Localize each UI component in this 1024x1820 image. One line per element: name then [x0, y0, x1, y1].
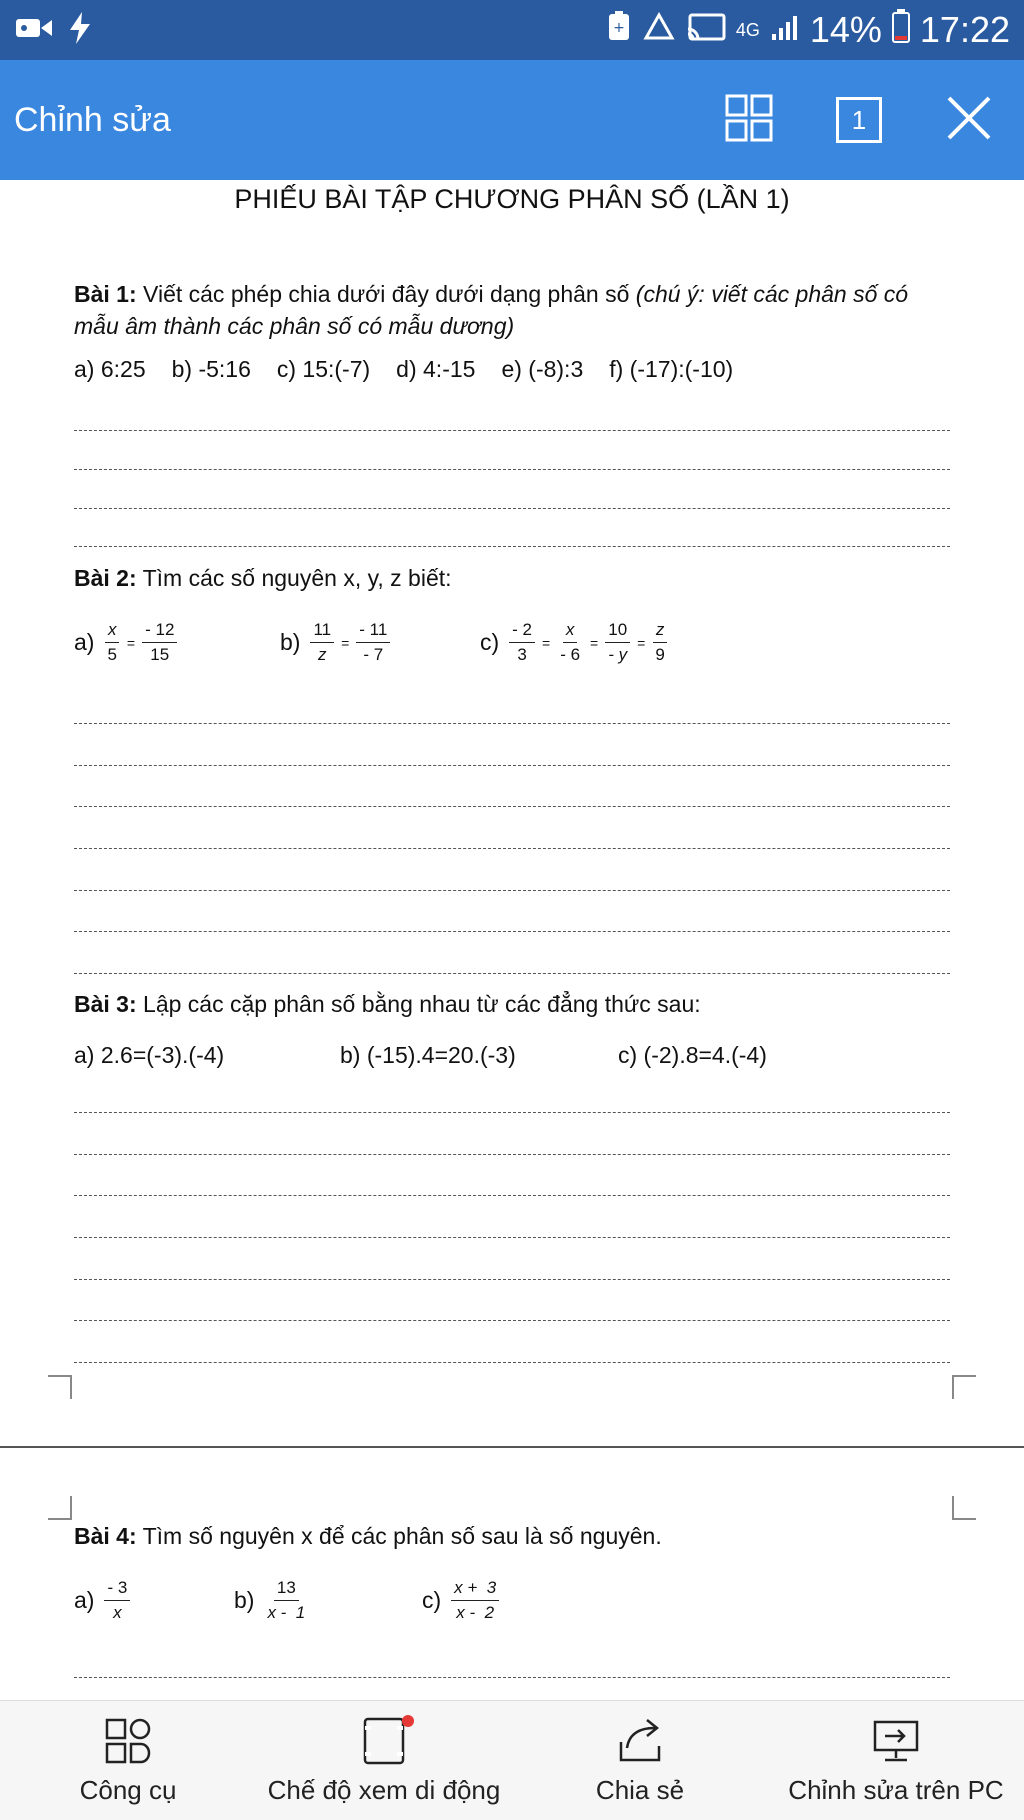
answer-line — [74, 1320, 950, 1321]
exercise-1-text: Viết các phép chia dưới đây dưới dạng phân số — [136, 281, 636, 307]
fraction-numerator: 13 — [274, 1578, 299, 1601]
document-title: PHIẾU BÀI TẬP CHƯƠNG PHÂN SỐ (LẦN 1) — [234, 184, 790, 214]
exercise-4-b-label: b) — [234, 1587, 255, 1613]
flash-icon — [68, 11, 92, 50]
answer-line — [74, 1237, 950, 1238]
edit-on-pc-label: Chỉnh sửa trên PC — [788, 1775, 1004, 1805]
fraction-numerator: x — [563, 620, 578, 643]
grid-view-button[interactable] — [694, 60, 804, 180]
exercise-2-c — [480, 620, 672, 665]
network-type: 4G — [735, 19, 760, 40]
exercise-1 — [74, 278, 950, 342]
page-corner-mark — [48, 1496, 72, 1520]
answer-line — [74, 546, 950, 547]
mobile-view-button[interactable] — [256, 1701, 512, 1820]
video-camera-icon — [14, 13, 54, 48]
clock: 17:22 — [919, 9, 1010, 50]
close-button[interactable] — [914, 60, 1024, 180]
answer-line — [74, 806, 950, 807]
page-number-button[interactable] — [804, 60, 914, 180]
answer-line — [74, 848, 950, 849]
equals-sign: = — [126, 634, 136, 651]
answer-line — [74, 1195, 950, 1196]
answer-line — [74, 765, 950, 766]
battery-saver-icon — [606, 9, 632, 51]
answer-line — [74, 508, 950, 509]
page-corner-mark — [48, 1375, 72, 1399]
exercise-4-a — [74, 1578, 134, 1623]
fraction-numerator: - 11 — [356, 620, 390, 643]
answer-line — [74, 1154, 950, 1155]
answer-line — [74, 890, 950, 891]
exercise-2-a — [74, 620, 181, 665]
exercise-2 — [74, 562, 950, 594]
answer-line — [74, 469, 950, 470]
answer-line — [74, 973, 950, 974]
fraction-denominator: 15 — [150, 645, 170, 664]
app-bar — [0, 60, 1024, 180]
equals-sign: = — [542, 634, 551, 651]
answer-line — [74, 931, 950, 932]
exercise-3-c — [618, 1042, 767, 1069]
fraction-denominator: z — [318, 645, 327, 664]
fraction-numerator: - 3 — [104, 1578, 130, 1601]
page-separator — [0, 1446, 1024, 1448]
page-corner-mark — [952, 1375, 976, 1399]
exercise-4-a-label: a) — [74, 1587, 95, 1613]
fraction-denominator: - 6 — [560, 645, 581, 664]
share-label: Chia sẻ — [595, 1775, 685, 1805]
fraction-numerator: x — [105, 620, 120, 643]
fraction — [451, 1578, 499, 1623]
answer-line — [74, 723, 950, 724]
fraction-denominator: - 7 — [363, 645, 384, 664]
exercise-1-item: c) 15:(-7) — [276, 356, 371, 382]
equals-sign: = — [341, 634, 350, 651]
fraction — [310, 620, 334, 665]
fraction-denominator: x - 1 — [267, 1603, 306, 1622]
fraction-denominator: - y — [608, 645, 628, 664]
fraction-denominator: x — [113, 1603, 122, 1622]
exercise-3-item: b) (-15).4=20.(-3) — [340, 1042, 516, 1068]
fraction-denominator: 5 — [107, 645, 117, 664]
exercise-3-label: Bài 3: — [74, 991, 137, 1017]
answer-line — [74, 1362, 950, 1363]
exercise-3 — [74, 988, 950, 1020]
battery-icon — [892, 9, 910, 52]
exercise-4 — [74, 1520, 950, 1552]
answer-line — [74, 1677, 950, 1678]
exercise-3-b — [340, 1042, 516, 1069]
equals-sign: = — [637, 634, 646, 651]
fraction-denominator: x - 2 — [456, 1603, 495, 1622]
answer-line — [74, 1112, 950, 1113]
fraction-denominator: 3 — [517, 645, 527, 664]
exercise-1-items — [74, 356, 733, 383]
fraction-numerator: - 12 — [142, 620, 177, 643]
exercise-2-b-label: b) — [280, 629, 301, 655]
exercise-1-item: b) -5:16 — [171, 356, 251, 382]
fraction — [557, 620, 583, 665]
fraction — [264, 1578, 308, 1623]
close-icon — [945, 94, 993, 147]
answer-line — [74, 1279, 950, 1280]
exercise-4-c — [422, 1578, 503, 1623]
exercise-2-a-label: a) — [74, 629, 95, 655]
exercise-2-label: Bài 2: — [74, 565, 137, 591]
tools-label: Công cụ — [79, 1775, 177, 1805]
svg-text:+: + — [612, 20, 625, 36]
app-title: Chỉnh sửa — [14, 100, 171, 139]
fraction — [605, 620, 630, 665]
exercise-1-item: f) (-17):(-10) — [609, 356, 734, 382]
fraction — [356, 620, 390, 665]
exercise-1-item: e) (-8):3 — [501, 356, 584, 382]
exercise-1-note: (chú ý: viết các phân số có mẫu âm thành các phân số có mẫu dương) — [74, 281, 909, 339]
equals-sign: = — [590, 634, 599, 651]
fraction-numerator: - 2 — [509, 620, 535, 643]
exercise-1-label: Bài 1: — [74, 281, 137, 307]
status-bar — [0, 0, 1024, 60]
exercise-3-item: c) (-2).8=4.(-4) — [618, 1042, 767, 1068]
tools-button[interactable] — [0, 1701, 256, 1820]
exercise-4-text: Tìm số nguyên x để các phân số sau là số nguyên. — [136, 1523, 662, 1549]
fraction-numerator: 11 — [310, 620, 334, 643]
edit-on-pc-button[interactable] — [768, 1701, 1024, 1820]
share-icon — [614, 1715, 666, 1767]
exercise-2-b — [280, 620, 394, 665]
battery-percent: 14% — [809, 9, 882, 50]
answer-line — [74, 430, 950, 431]
exercise-1-item: d) 4:-15 — [396, 356, 476, 382]
exercise-4-label: Bài 4: — [74, 1523, 137, 1549]
exercise-1-item: a) 6:25 — [74, 356, 146, 382]
exercise-2-text: Tìm các số nguyên x, y, z biết: — [136, 565, 452, 591]
fraction — [509, 620, 535, 665]
grid-view-icon — [724, 93, 774, 148]
fraction-numerator: 10 — [605, 620, 630, 643]
share-button[interactable] — [512, 1701, 768, 1820]
page-corner-mark — [952, 1496, 976, 1520]
tools-icon — [102, 1715, 154, 1767]
page-number-icon — [836, 97, 882, 143]
fraction — [104, 1578, 130, 1623]
recycle-icon — [642, 9, 676, 51]
page-number-label: 1 — [851, 104, 867, 135]
signal-icon — [770, 9, 800, 51]
mobile-view-icon — [358, 1715, 410, 1767]
fraction-denominator: 9 — [655, 645, 665, 664]
mobile-view-label: Chế độ xem di động — [267, 1775, 501, 1805]
fraction — [142, 620, 177, 665]
fraction-numerator: z — [653, 620, 668, 643]
edit-on-pc-icon — [870, 1715, 922, 1767]
exercise-2-c-label: c) — [480, 629, 500, 655]
exercise-4-b — [234, 1578, 312, 1623]
bottom-toolbar — [0, 1700, 1024, 1820]
fraction-numerator: x + 3 — [451, 1578, 499, 1601]
exercise-4-c-label: c) — [422, 1587, 442, 1613]
fraction — [104, 620, 119, 665]
fraction — [652, 620, 667, 665]
cast-icon — [686, 9, 726, 51]
notification-dot — [402, 1715, 414, 1727]
exercise-3-text: Lập các cặp phân số bằng nhau từ các đẳng thức sau: — [136, 991, 701, 1017]
document-view[interactable] — [0, 180, 1024, 1700]
exercise-3-a — [74, 1042, 224, 1069]
exercise-3-item: a) 2.6=(-3).(-4) — [74, 1042, 225, 1068]
